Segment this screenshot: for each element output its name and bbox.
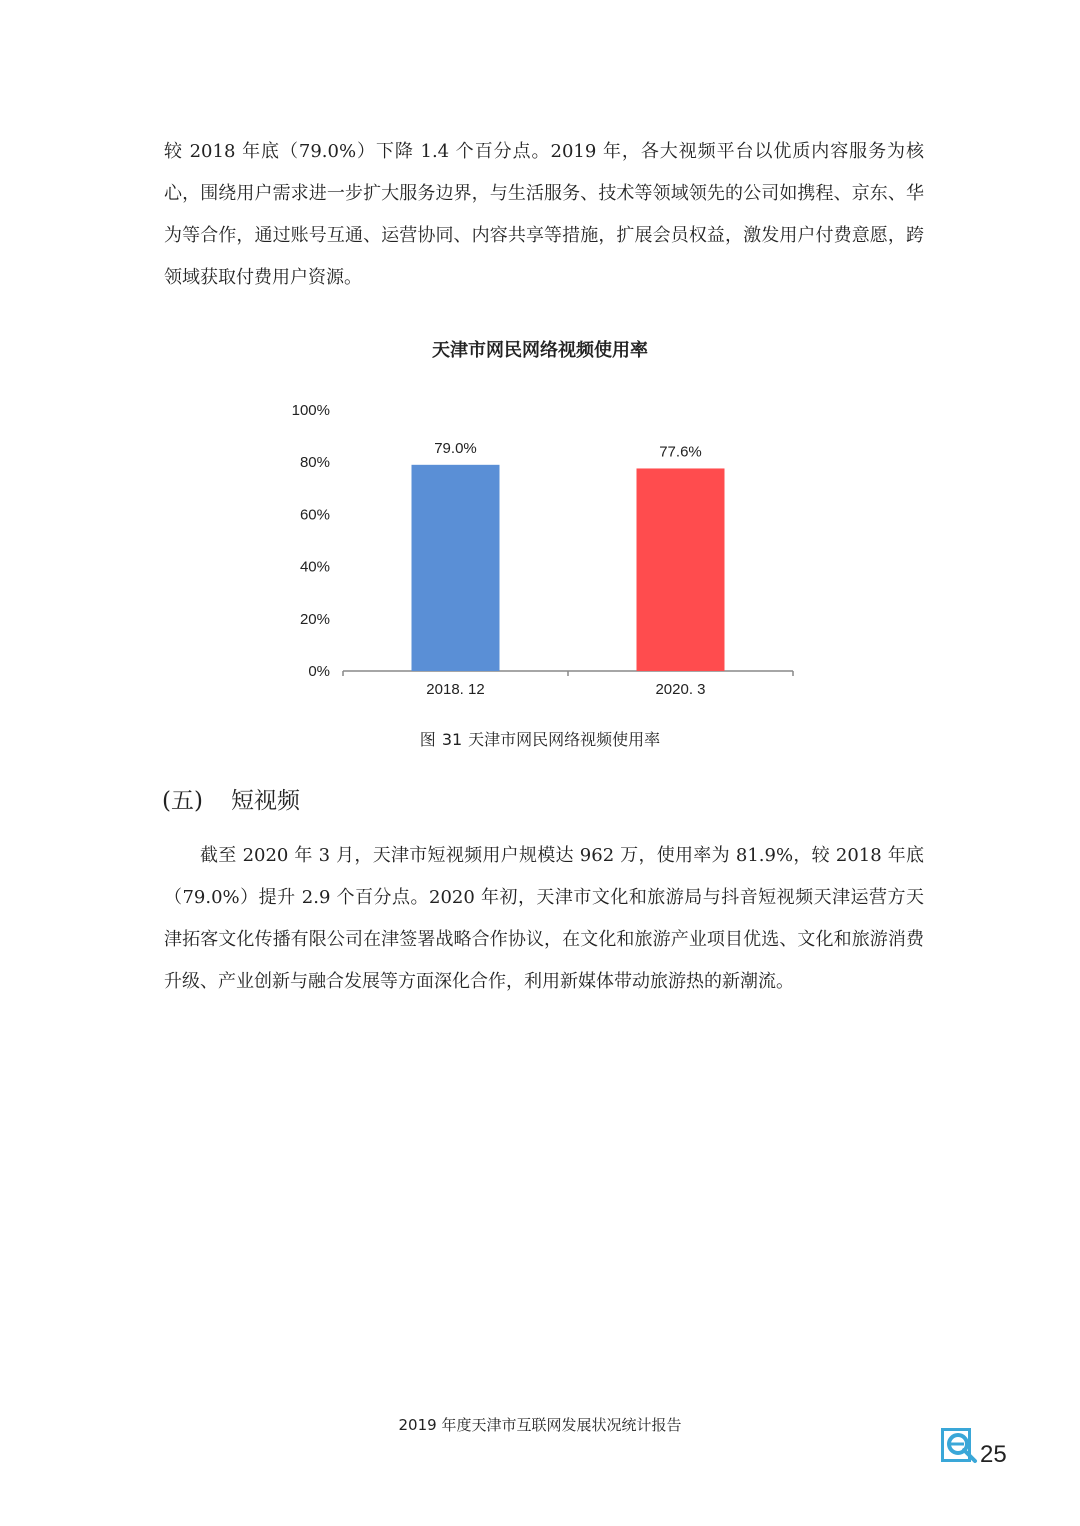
y-tick-label: 20% — [299, 610, 330, 628]
section-heading — [162, 782, 300, 815]
bar-data-label: 79.0% — [434, 439, 477, 457]
y-tick-label: 40% — [299, 558, 330, 576]
bar — [637, 468, 725, 671]
magnifier-e-logo-icon — [941, 1426, 979, 1464]
x-tick-label: 2018. 12 — [426, 681, 485, 698]
figure-caption-number: 31 — [441, 730, 463, 749]
figure-caption-text: 天津市网民网络视频使用率 — [468, 730, 661, 749]
x-tick-label: 2020. 3 — [655, 681, 706, 698]
y-tick-label: 100% — [291, 402, 330, 419]
chart-title: 天津市网民网络视频使用率 — [432, 340, 648, 361]
y-tick-label: 60% — [299, 506, 330, 524]
body-paragraph-2: 截至 2020 年 3 月，天津市短视频用户规模达 962 万，使用率为 81.9%，较 2018 年底（79.0%）提升 2.9 个百分点。2020 年初，天津市文化和旅游局与抖音短视频天津运营方天津拓客文化传播有限公司在津签署战略合作协议，在文化和旅游产业项目优选、文化和旅游消费升级、产业创新与融合发展等方面深化合作，利用新媒体带动旅游热的新潮流。 — [164, 845, 924, 992]
section-number: (五) — [162, 788, 203, 814]
figure-caption-prefix: 图 — [419, 730, 436, 749]
bar-data-label: 77.6% — [659, 443, 702, 461]
body-paragraph-1: 较 2018 年底（79.0%）下降 1.4 个百分点。2019 年，各大视频平台以优质内容服务为核心，围绕用户需求进一步扩大服务边界，与生活服务、技术等领域领先的公司如携程、京东、华为等合作，通过账号互通、运营协同、内容共享等措施，扩展会员权益，激发用户付费意愿，跨领域获取付费用户资源。 — [164, 141, 924, 288]
section-title: 短视频 — [230, 788, 300, 814]
bar — [412, 465, 500, 671]
figure-caption — [0, 727, 1080, 750]
bar-chart — [0, 0, 1080, 720]
footer-report-title: 2019 年度天津市互联网发展状况统计报告 — [398, 1416, 682, 1434]
y-tick-label: 80% — [299, 454, 330, 472]
page-number: 25 — [980, 1441, 1007, 1468]
y-tick-label: 0% — [308, 663, 330, 680]
